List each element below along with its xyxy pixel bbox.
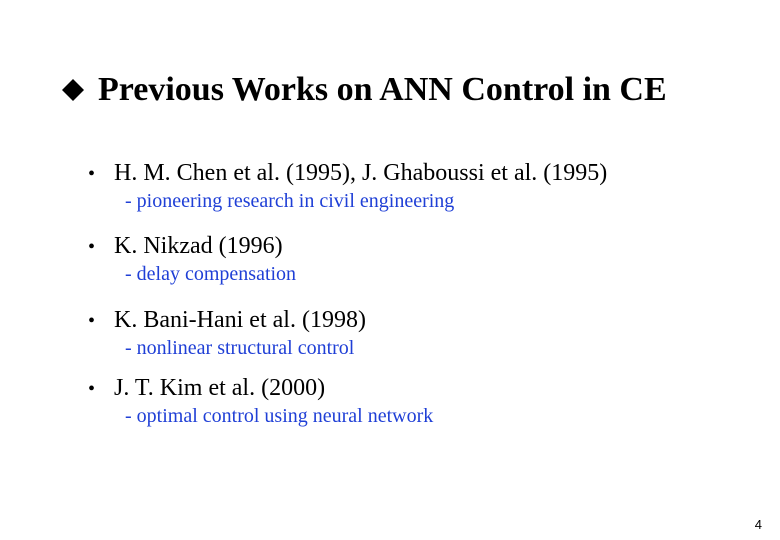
list-item — [88, 231, 296, 286]
list-item — [88, 305, 366, 360]
item-main-text: K. Bani-Hani et al. (1998) — [114, 307, 366, 333]
item-sub-text: - optimal control using neural network — [125, 405, 434, 427]
item-sub-text: - nonlinear structural control — [125, 337, 355, 359]
list-item — [88, 158, 607, 213]
item-main-text: H. M. Chen et al. (1995), J. Ghaboussi et al. (1995) — [114, 160, 608, 186]
item-main-text: K. Nikzad (1996) — [114, 233, 283, 259]
item-sub-text: - pioneering research in civil engineering — [125, 190, 455, 212]
bullet-glyph: • — [88, 163, 96, 185]
list-item — [88, 373, 433, 428]
bullet-glyph: • — [88, 378, 96, 400]
bullet-glyph: • — [88, 236, 96, 258]
item-main-text: J. T. Kim et al. (2000) — [114, 375, 326, 401]
item-sub-text: - delay compensation — [125, 263, 297, 285]
page-number: 4 — [754, 517, 762, 532]
title-row — [62, 70, 667, 110]
diamond-bullet-icon — [62, 79, 84, 101]
page-title: Previous Works on ANN Control in CE — [98, 71, 667, 108]
bullet-glyph: • — [88, 310, 96, 332]
